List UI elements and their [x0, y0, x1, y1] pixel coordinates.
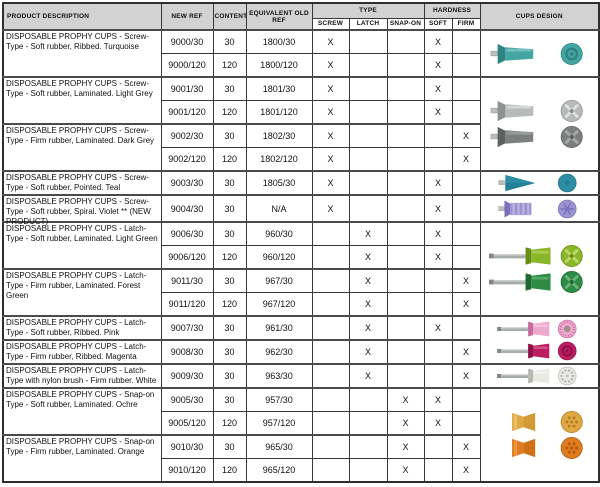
cup-image-forest-green-laminated-latch-cup: [489, 269, 589, 295]
cell-hardness-soft: X: [424, 316, 452, 340]
cell-new-ref: 9002/30: [161, 124, 213, 148]
product-description-text: DISPOSABLE PROPHY CUPS - Snap-on Type - Firm rubber, Laminated. Orange: [6, 437, 155, 456]
product-description: [3, 269, 161, 316]
product-description-text: DISPOSABLE PROPHY CUPS - Latch-Type - Firm rubber, Ribbed. Magenta: [6, 342, 147, 361]
product-description-text: DISPOSABLE PROPHY CUPS - Latch-Type - Firm rubber, Laminated. Forest Green: [6, 271, 147, 300]
header-type-screw: SCREW: [312, 18, 349, 30]
table-row: [3, 77, 599, 101]
cell-type-snap-on: [387, 148, 424, 172]
cell-hardness-soft: X: [424, 30, 452, 54]
header-type: TYPE: [312, 3, 424, 18]
cell-old-ref: 962/30: [246, 340, 312, 364]
header-hardness-firm: FIRM: [452, 18, 480, 30]
cell-type-screw: [312, 364, 349, 388]
cup-image-teal-pointed-screw-cup: [497, 172, 582, 194]
cell-hardness-firm: [452, 30, 480, 54]
cell-hardness-soft: X: [424, 54, 452, 78]
cup-image-turquoise-ribbed-screw-cup: [489, 41, 589, 67]
cell-content: 30: [213, 316, 246, 340]
cell-type-screw: [312, 316, 349, 340]
cup-image-light-green-laminated-latch-cup: [489, 243, 589, 269]
cell-content: 30: [213, 195, 246, 222]
cell-hardness-firm: [452, 195, 480, 222]
cell-type-latch: X: [349, 246, 387, 270]
product-description: [3, 77, 161, 124]
cups-design-cell: [480, 171, 599, 195]
cell-hardness-firm: [452, 388, 480, 412]
cell-hardness-firm: [452, 246, 480, 270]
cell-type-snap-on: [387, 364, 424, 388]
header-hardness-soft: SOFT: [424, 18, 452, 30]
cell-hardness-soft: X: [424, 101, 452, 125]
product-description: [3, 222, 161, 269]
cell-old-ref: 1800/120: [246, 54, 312, 78]
cell-hardness-firm: X: [452, 148, 480, 172]
cell-type-latch: [349, 54, 387, 78]
cell-old-ref: 965/30: [246, 435, 312, 459]
cell-content: 30: [213, 364, 246, 388]
product-description: [3, 195, 161, 226]
cell-old-ref: 967/120: [246, 293, 312, 317]
cell-new-ref: 9010/120: [161, 459, 213, 483]
cell-type-snap-on: [387, 293, 424, 317]
cell-hardness-soft: [424, 459, 452, 483]
cup-image-white-nylon-brush-latch-cup: [497, 365, 582, 387]
cell-new-ref: 9006/30: [161, 222, 213, 246]
cell-type-snap-on: X: [387, 412, 424, 436]
cell-type-latch: [349, 77, 387, 101]
cell-type-snap-on: [387, 340, 424, 364]
product-description: [3, 124, 161, 171]
cell-type-screw: X: [312, 30, 349, 54]
cell-old-ref: 1801/120: [246, 101, 312, 125]
cell-hardness-soft: X: [424, 412, 452, 436]
cell-type-latch: [349, 195, 387, 222]
cup-image-ochre-laminated-snap-on-cup: [489, 409, 589, 435]
header-new-ref: NEW REF: [161, 3, 213, 30]
cell-hardness-firm: [452, 101, 480, 125]
product-description-text: DISPOSABLE PROPHY CUPS - Screw-Type - Soft rubber, Laminated. Light Grey: [6, 79, 153, 98]
cell-type-snap-on: X: [387, 388, 424, 412]
cell-hardness-soft: [424, 293, 452, 317]
cell-hardness-firm: [452, 77, 480, 101]
cell-type-latch: [349, 435, 387, 459]
cups-design-cell: [480, 316, 599, 364]
cell-new-ref: 9000/30: [161, 30, 213, 54]
cup-image-light-grey-laminated-screw-cup: [489, 98, 589, 124]
cell-old-ref: 1802/120: [246, 148, 312, 172]
cell-type-screw: [312, 293, 349, 317]
cell-hardness-soft: X: [424, 195, 452, 222]
cell-type-snap-on: [387, 101, 424, 125]
cell-new-ref: 9008/30: [161, 340, 213, 364]
cell-type-latch: X: [349, 364, 387, 388]
cell-content: 120: [213, 101, 246, 125]
cell-type-screw: X: [312, 54, 349, 78]
header-product-description: PRODUCT DESCRIPTION: [3, 3, 161, 30]
cell-content: 120: [213, 459, 246, 483]
cell-content: 30: [213, 124, 246, 148]
product-description-clipped-text: PRODUCT): [6, 217, 49, 226]
table-header: [3, 3, 599, 30]
catalog-table: [2, 2, 600, 483]
cell-hardness-firm: X: [452, 269, 480, 293]
cell-new-ref: 9006/120: [161, 246, 213, 270]
cell-type-snap-on: [387, 77, 424, 101]
cell-type-snap-on: X: [387, 435, 424, 459]
cell-hardness-soft: X: [424, 222, 452, 246]
cell-new-ref: 9010/30: [161, 435, 213, 459]
cell-old-ref: 1805/30: [246, 171, 312, 195]
table-row: [3, 30, 599, 54]
cups-design-cell: [480, 388, 599, 482]
cell-content: 30: [213, 30, 246, 54]
cell-hardness-firm: [452, 54, 480, 78]
cell-new-ref: 9001/30: [161, 77, 213, 101]
product-description-text: DISPOSABLE PROPHY CUPS - Screw-Type - Soft rubber, Spiral. Violet ** (NEW: [6, 197, 151, 216]
cell-type-latch: X: [349, 316, 387, 340]
cell-content: 120: [213, 148, 246, 172]
product-description-text: DISPOSABLE PROPHY CUPS - Latch-Type - Soft rubber, Laminated. Light Green: [6, 224, 158, 243]
cell-content: 120: [213, 246, 246, 270]
product-description-text: DISPOSABLE PROPHY CUPS - Screw-Type - Soft rubber, Ribbed. Turquoise: [6, 32, 149, 51]
cell-hardness-firm: [452, 171, 480, 195]
cups-design-cell: [480, 30, 599, 77]
cell-type-snap-on: [387, 246, 424, 270]
cell-type-latch: [349, 124, 387, 148]
cell-type-snap-on: [387, 54, 424, 78]
cell-content: 30: [213, 340, 246, 364]
cup-image-magenta-ribbed-latch-cup: [497, 340, 582, 362]
cell-content: 120: [213, 412, 246, 436]
cell-hardness-soft: [424, 148, 452, 172]
cell-type-screw: X: [312, 101, 349, 125]
cell-type-screw: X: [312, 148, 349, 172]
cell-type-snap-on: [387, 222, 424, 246]
cell-new-ref: 9000/120: [161, 54, 213, 78]
header-hardness: HARDNESS: [424, 3, 480, 18]
table-row: [3, 316, 599, 340]
cell-type-screw: X: [312, 124, 349, 148]
product-description: [3, 316, 161, 340]
table-body: [3, 30, 599, 482]
cell-type-screw: X: [312, 77, 349, 101]
product-description: [3, 340, 161, 364]
cell-old-ref: 963/30: [246, 364, 312, 388]
cell-new-ref: 9007/30: [161, 316, 213, 340]
cell-type-latch: [349, 30, 387, 54]
cell-hardness-soft: [424, 269, 452, 293]
table-row: [3, 222, 599, 246]
header-equivalent-old-ref: EQUIVALENT OLD REF: [246, 3, 312, 30]
cell-old-ref: 960/30: [246, 222, 312, 246]
cell-content: 120: [213, 293, 246, 317]
cell-type-screw: [312, 222, 349, 246]
cell-new-ref: 9011/120: [161, 293, 213, 317]
cell-type-screw: [312, 340, 349, 364]
cell-type-latch: [349, 171, 387, 195]
cell-type-snap-on: [387, 269, 424, 293]
cell-hardness-firm: [452, 316, 480, 340]
cell-type-snap-on: [387, 316, 424, 340]
cell-old-ref: 1802/30: [246, 124, 312, 148]
product-description-text: DISPOSABLE PROPHY CUPS - Latch-Type with nylon brush - Firm rubber. White: [6, 366, 157, 385]
cups-design-cell: [480, 195, 599, 222]
header-content: CONTENT: [213, 3, 246, 30]
cell-content: 30: [213, 77, 246, 101]
cell-type-snap-on: [387, 171, 424, 195]
cell-new-ref: 9005/30: [161, 388, 213, 412]
cell-type-latch: [349, 388, 387, 412]
product-description-text: DISPOSABLE PROPHY CUPS - Snap-on Type - Soft rubber, Laminated. Ochre: [6, 390, 155, 409]
cell-new-ref: 9004/30: [161, 195, 213, 222]
cups-design-cell: [480, 77, 599, 171]
product-description-text: DISPOSABLE PROPHY CUPS - Screw-Type - Firm rubber, Laminated. Dark Grey: [6, 126, 155, 145]
product-description: [3, 435, 161, 482]
cups-design-cell: [480, 222, 599, 316]
cell-type-screw: [312, 388, 349, 412]
cell-content: 120: [213, 54, 246, 78]
cell-hardness-soft: X: [424, 388, 452, 412]
cell-type-screw: X: [312, 171, 349, 195]
cell-old-ref: 957/30: [246, 388, 312, 412]
cup-image-violet-spiral-screw-cup: [497, 198, 582, 220]
product-description-text: DISPOSABLE PROPHY CUPS - Latch-Type - Soft rubber, Ribbed. Pink: [6, 318, 147, 337]
cell-type-latch: X: [349, 222, 387, 246]
cell-type-screw: [312, 269, 349, 293]
cell-new-ref: 9009/30: [161, 364, 213, 388]
cell-type-latch: X: [349, 269, 387, 293]
cell-hardness-soft: [424, 435, 452, 459]
cell-hardness-soft: [424, 124, 452, 148]
cell-hardness-firm: [452, 222, 480, 246]
cell-new-ref: 9005/120: [161, 412, 213, 436]
cell-type-latch: [349, 101, 387, 125]
cell-old-ref: 1801/30: [246, 77, 312, 101]
cell-old-ref: N/A: [246, 195, 312, 222]
cell-type-screw: [312, 246, 349, 270]
header-type-latch: LATCH: [349, 18, 387, 30]
cell-type-snap-on: [387, 30, 424, 54]
cell-new-ref: 9002/120: [161, 148, 213, 172]
product-description: [3, 171, 161, 195]
cell-type-latch: [349, 148, 387, 172]
cell-old-ref: 967/30: [246, 269, 312, 293]
cell-type-screw: [312, 459, 349, 483]
header-cups-design: CUPS DESIGN: [480, 3, 599, 30]
cell-type-screw: [312, 435, 349, 459]
table-row: [3, 171, 599, 195]
cell-hardness-firm: X: [452, 435, 480, 459]
cell-hardness-firm: [452, 412, 480, 436]
table-row: [3, 195, 599, 222]
cell-type-latch: [349, 412, 387, 436]
cell-hardness-soft: X: [424, 246, 452, 270]
cups-design-cell: [480, 364, 599, 388]
cell-hardness-firm: X: [452, 459, 480, 483]
cell-old-ref: 1800/30: [246, 30, 312, 54]
cell-type-screw: [312, 412, 349, 436]
product-description: [3, 388, 161, 435]
cell-hardness-firm: X: [452, 340, 480, 364]
cup-image-dark-grey-laminated-screw-cup: [489, 124, 589, 150]
table-row: [3, 388, 599, 412]
cell-hardness-soft: [424, 364, 452, 388]
cell-old-ref: 965/120: [246, 459, 312, 483]
header-type-snap-on: SNAP-ON: [387, 18, 424, 30]
cell-new-ref: 9011/30: [161, 269, 213, 293]
cell-type-latch: [349, 459, 387, 483]
cell-content: 30: [213, 388, 246, 412]
cell-content: 30: [213, 435, 246, 459]
cell-hardness-firm: X: [452, 293, 480, 317]
cell-new-ref: 9003/30: [161, 171, 213, 195]
cell-old-ref: 961/30: [246, 316, 312, 340]
cup-image-orange-laminated-snap-on-cup: [489, 435, 589, 461]
cell-hardness-firm: X: [452, 124, 480, 148]
cell-old-ref: 957/120: [246, 412, 312, 436]
cell-hardness-soft: X: [424, 171, 452, 195]
cell-content: 30: [213, 171, 246, 195]
cell-type-latch: X: [349, 340, 387, 364]
product-description: [3, 30, 161, 77]
cell-hardness-firm: X: [452, 364, 480, 388]
cell-content: 30: [213, 269, 246, 293]
cell-hardness-soft: [424, 340, 452, 364]
cell-new-ref: 9001/120: [161, 101, 213, 125]
cup-image-pink-ribbed-latch-cup: [497, 318, 582, 340]
cell-type-snap-on: X: [387, 459, 424, 483]
cell-type-snap-on: [387, 195, 424, 222]
product-description: [3, 364, 161, 388]
table-row: [3, 364, 599, 388]
cell-content: 30: [213, 222, 246, 246]
product-description-text: DISPOSABLE PROPHY CUPS - Screw-Type - Soft rubber, Pointed. Teal: [6, 173, 149, 192]
cell-hardness-soft: X: [424, 77, 452, 101]
cell-type-latch: X: [349, 293, 387, 317]
cell-type-screw: X: [312, 195, 349, 222]
cell-type-snap-on: [387, 124, 424, 148]
cell-old-ref: 960/120: [246, 246, 312, 270]
